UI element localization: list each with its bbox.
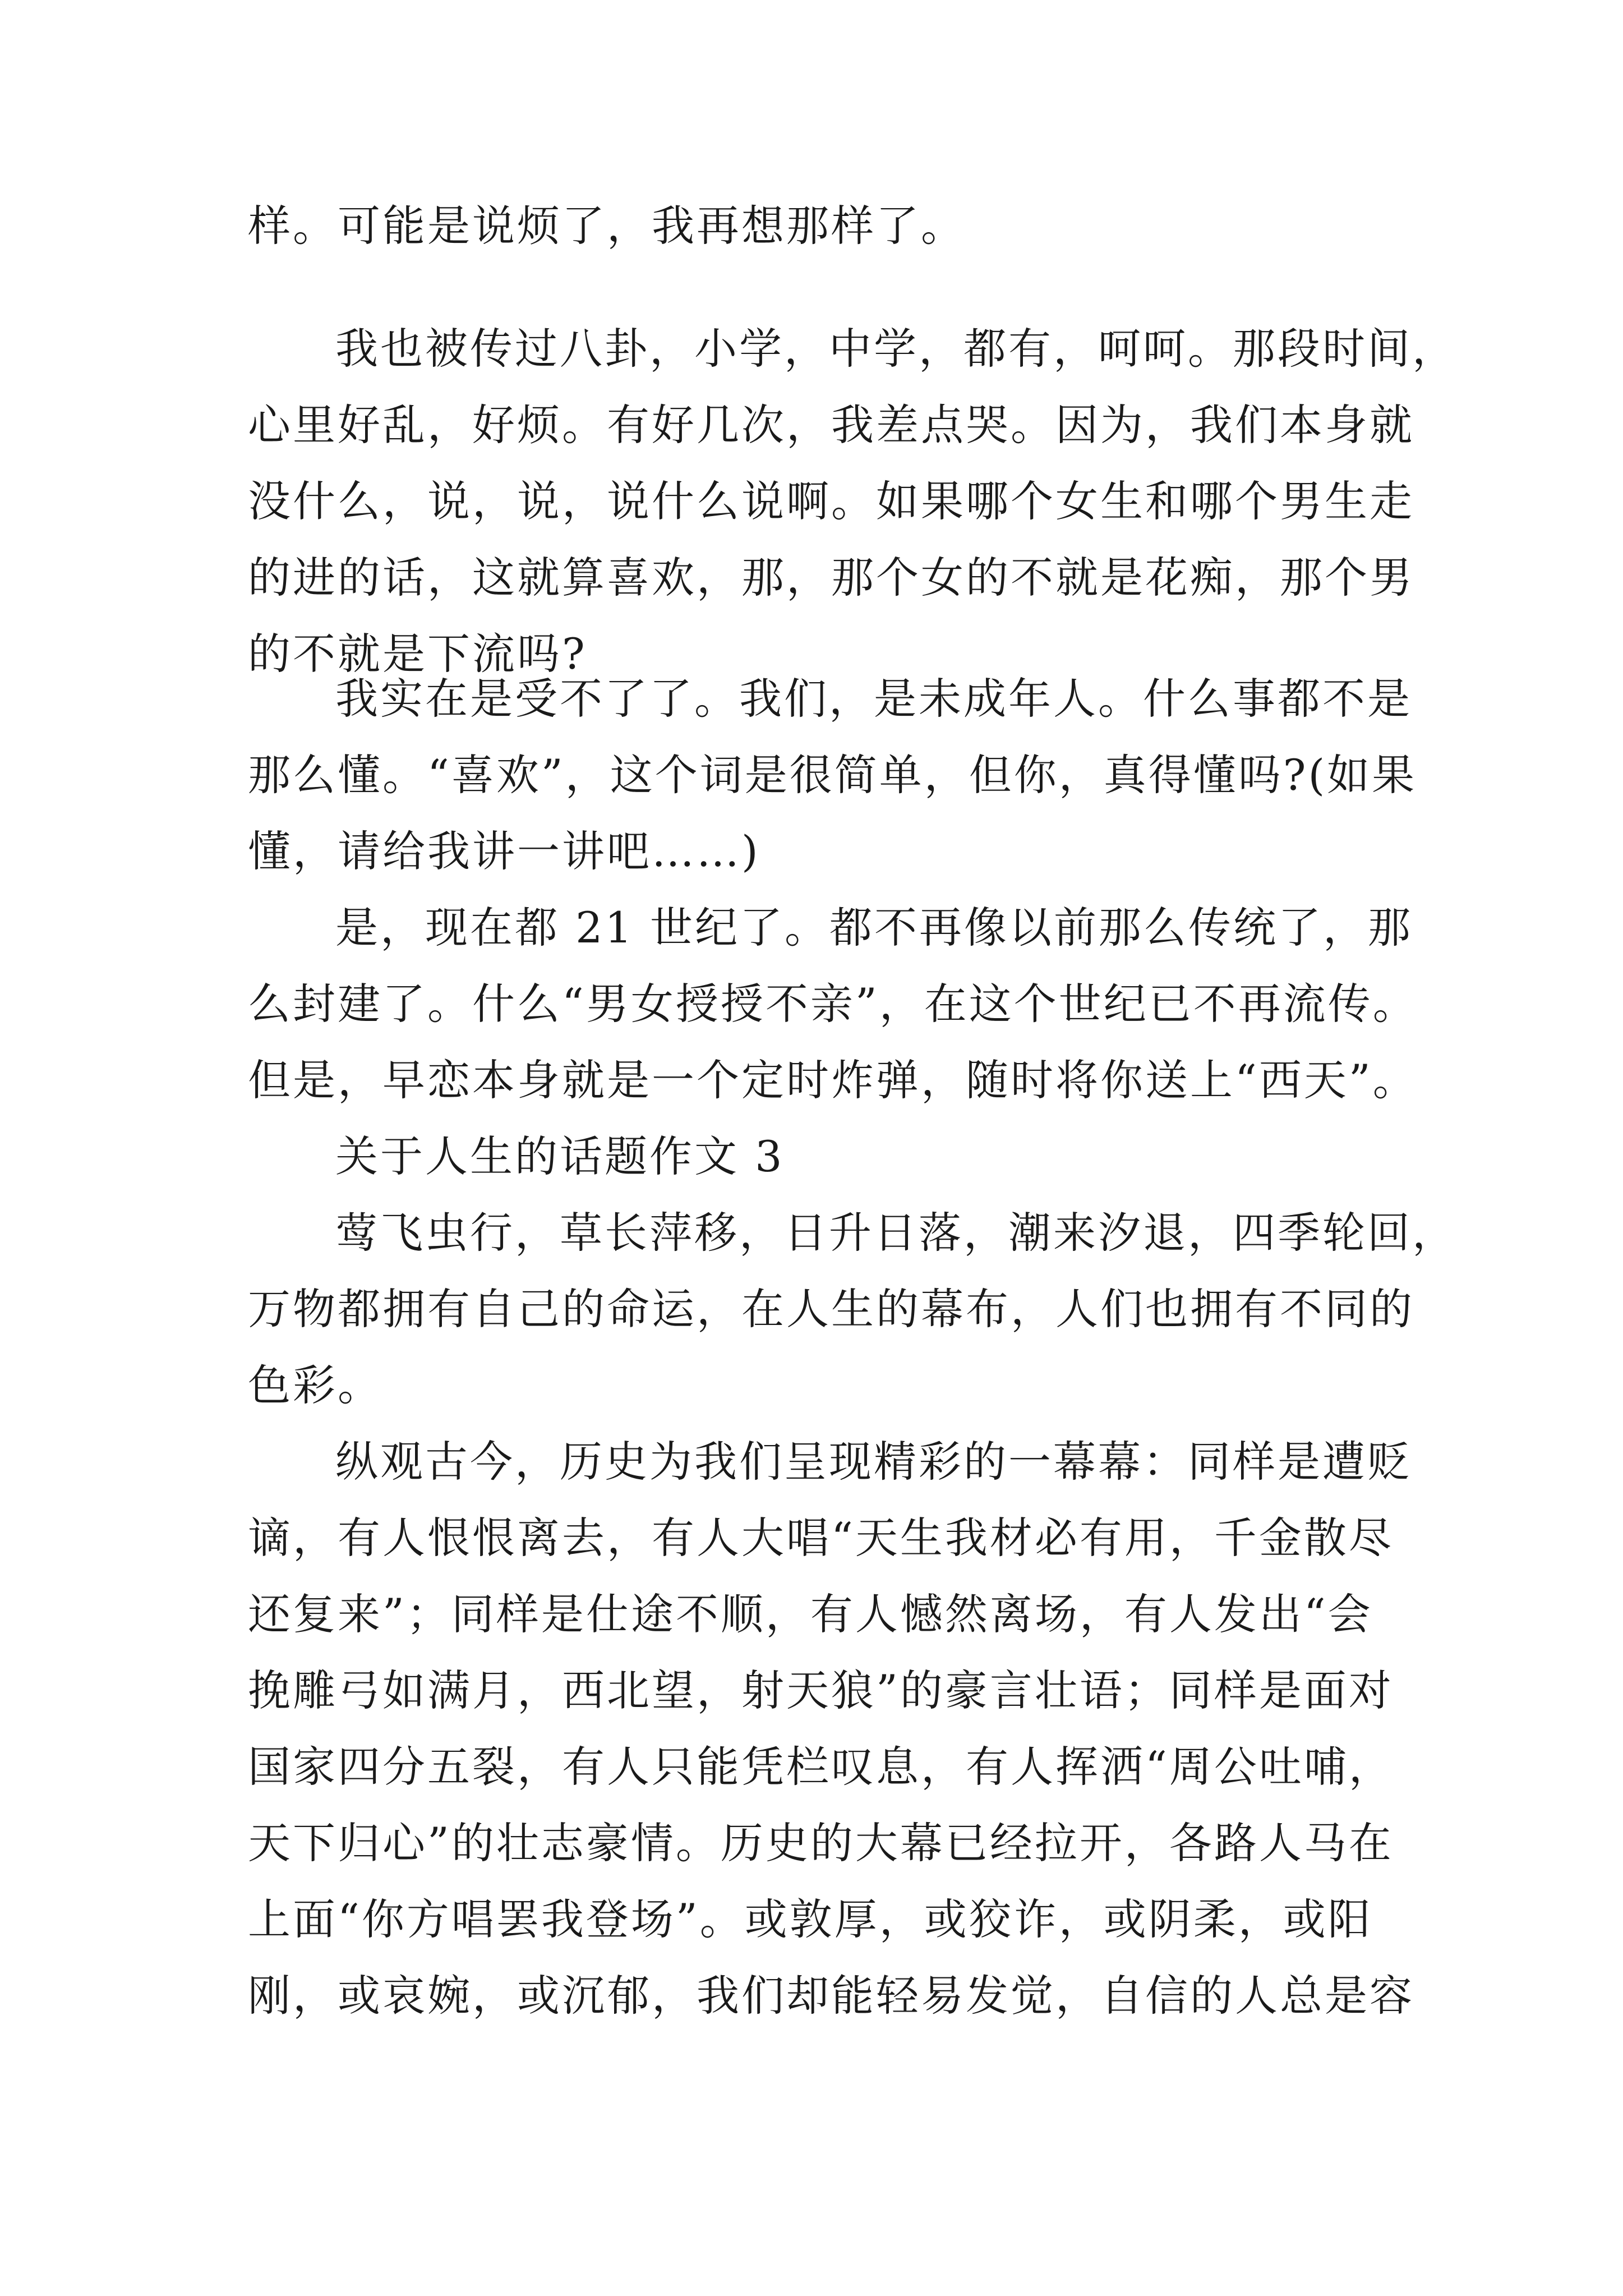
text-line: 没什么，说，说，说什么说啊。如果哪个女生和哪个男生走	[248, 476, 1414, 526]
paragraph-start-line: 我也被传过八卦，小学，中学，都有，呵呵。那段时间，	[335, 324, 1457, 374]
text-line: 挽雕弓如满月，西北望，射天狼”的豪言壮语；同样是面对	[248, 1665, 1394, 1715]
text-line: 但是，早恋本身就是一个定时炸弹，随时将你送上“西天”。	[248, 1055, 1418, 1105]
text-line: 那么懂。“喜欢”，这个词是很简单，但你，真得懂吗?(如果	[248, 750, 1417, 800]
text-line: 天下归心”的壮志豪情。历史的大幕已经拉开，各路人马在	[248, 1818, 1394, 1868]
paragraph-start-line: 纵观古今，历史为我们呈现精彩的一幕幕：同样是遭贬	[335, 1437, 1412, 1487]
text-line: 国家四分五裂，有人只能凭栏叹息，有人挥洒“周公吐哺，	[248, 1742, 1394, 1792]
text-line: 么封建了。什么“男女授授不亲”，在这个世纪已不再流传。	[248, 979, 1418, 1029]
paragraph-start-line: 是，现在都 21 世纪了。都不再像以前那么传统了，那	[335, 903, 1413, 953]
text-line: 刚，或哀婉，或沉郁，我们却能轻易发觉，自信的人总是容	[248, 1971, 1414, 2021]
text-line: 心里好乱，好烦。有好几次，我差点哭。因为，我们本身就	[248, 400, 1414, 450]
paragraph-start-line: 我实在是受不了了。我们，是未成年人。什么事都不是	[335, 674, 1412, 724]
section-heading: 关于人生的话题作文 3	[335, 1131, 785, 1181]
text-line: 样。可能是说烦了，我再想那样了。	[248, 201, 966, 251]
text-line: 还复来”；同样是仕途不顺，有人憾然离场，有人发出“会	[248, 1589, 1373, 1639]
text-line: 的进的话，这就算喜欢，那，那个女的不就是花痴，那个男	[248, 553, 1414, 602]
text-line: 上面“你方唱罢我登场”。或敦厚，或狡诈，或阴柔，或阳	[248, 1894, 1373, 1944]
paragraph-start-line: 莺飞虫行，草长萍移，日升日落，潮来汐退，四季轮回，	[335, 1208, 1457, 1258]
text-line: 色彩。	[248, 1360, 382, 1410]
text-line: 的不就是下流吗?	[248, 629, 587, 679]
text-line: 万物都拥有自己的命运，在人生的幕布，人们也拥有不同的	[248, 1284, 1414, 1334]
text-line: 谪，有人恨恨离去，有人大唱“天生我材必有用，千金散尽	[248, 1513, 1394, 1563]
text-line: 懂，请给我讲一讲吧……)	[248, 826, 760, 876]
